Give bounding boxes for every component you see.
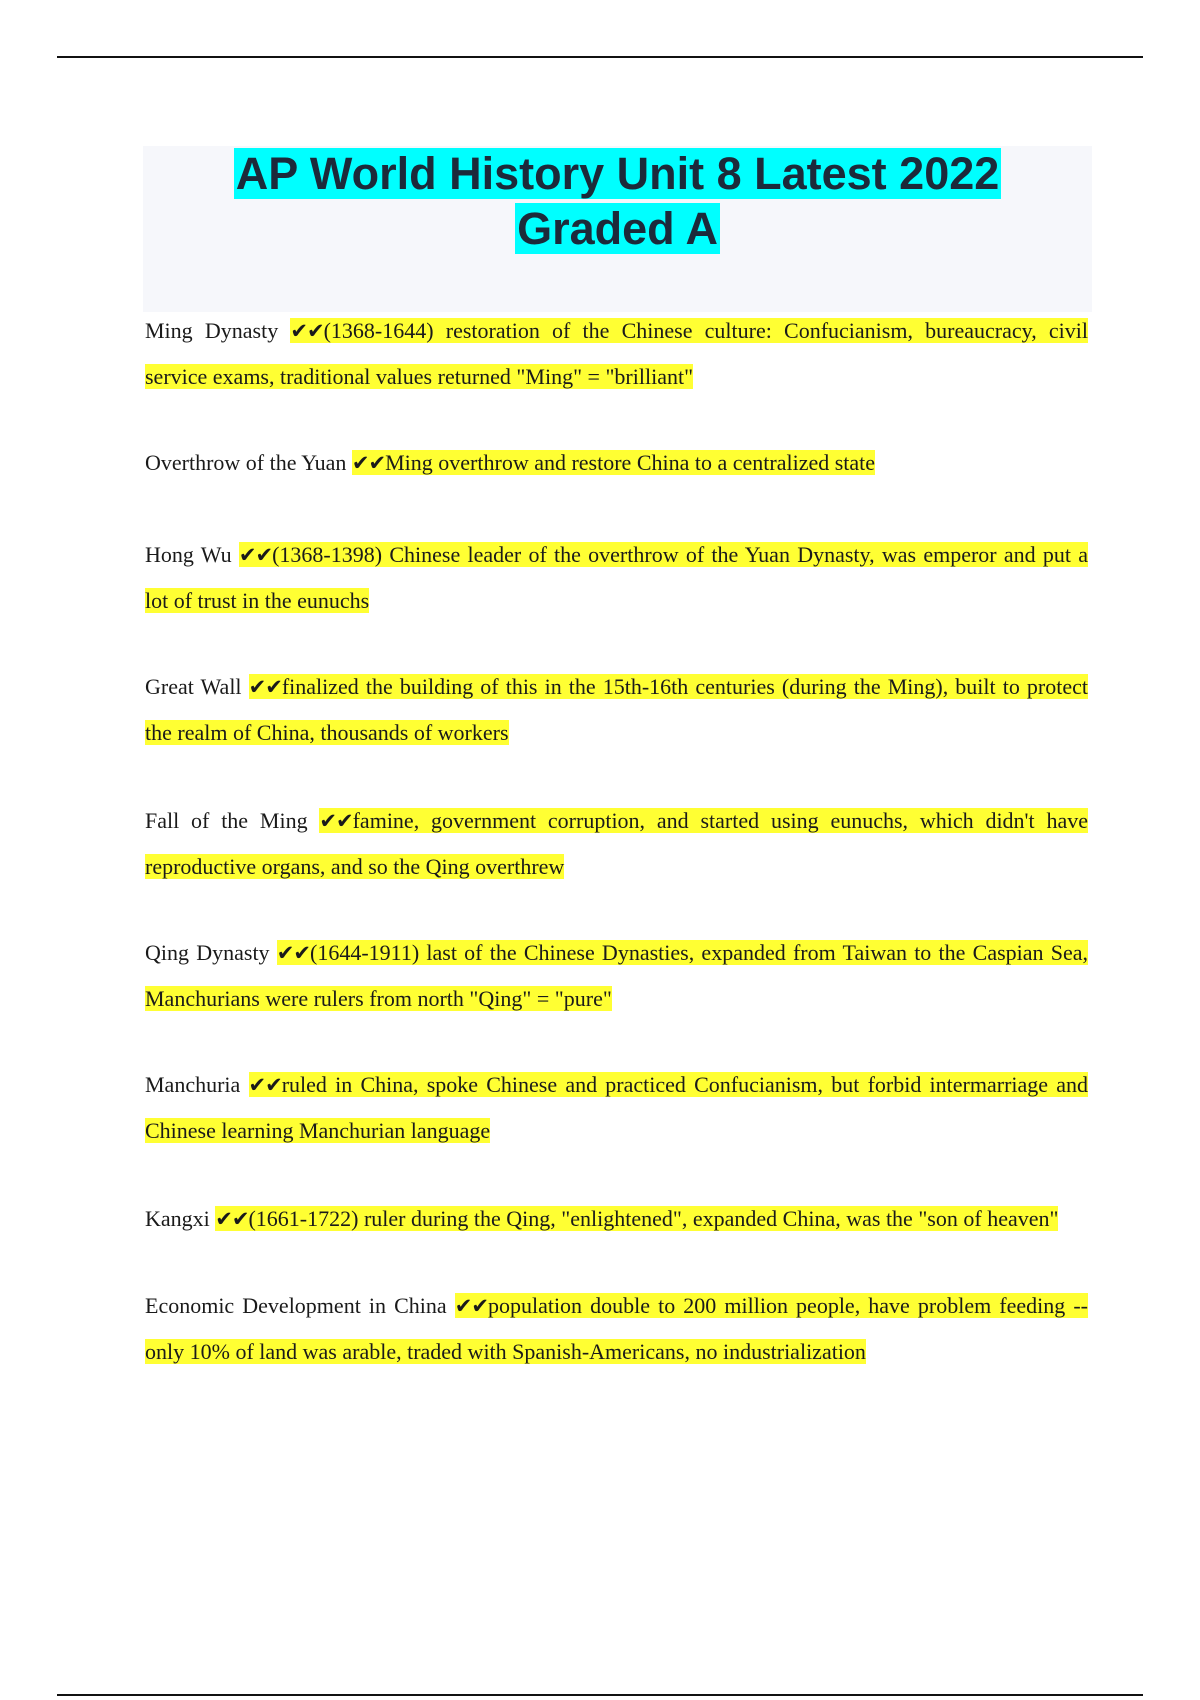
bottom-rule	[57, 1694, 1143, 1696]
top-rule	[57, 56, 1143, 58]
term: Manchuria	[145, 1072, 241, 1097]
term: Overthrow of the Yuan	[145, 450, 347, 475]
check-icon: ✔✔	[290, 319, 324, 343]
definition: ✔✔ruled in China, spoke Chinese and practiced Confucianism, but forbid intermarriage and Chinese learning Manchurian language	[145, 1072, 1089, 1143]
definition: ✔✔(1661-1722) ruler during the Qing, "enlightened", expanded China, was the "son of heaven"	[215, 1206, 1059, 1231]
title-line-2: Graded A	[517, 203, 718, 254]
document-title	[143, 146, 1092, 256]
list-item	[145, 798, 1088, 889]
definition: ✔✔population double to 200 million people, have problem feeding -- only 10% of land was arable, traded with Spanish-Americans, no industrialization	[145, 1293, 1089, 1364]
list-item	[145, 440, 1088, 486]
list-item	[145, 1283, 1088, 1374]
check-icon: ✔✔	[248, 675, 282, 699]
term: Qing Dynasty	[145, 940, 270, 965]
list-item	[145, 930, 1088, 1021]
definition: ✔✔(1368-1398) Chinese leader of the overthrow of the Yuan Dynasty, was emperor and put a lot of trust in the eunuchs	[145, 542, 1089, 613]
term: Great Wall	[145, 674, 242, 699]
term: Hong Wu	[145, 542, 232, 567]
term: Ming Dynasty	[145, 318, 279, 343]
definition: ✔✔finalized the building of this in the 15th-16th centuries (during the Ming), built to protect the realm of China, thousands of workers	[145, 674, 1089, 745]
definition: ✔✔Ming overthrow and restore China to a centralized state	[351, 450, 876, 475]
title-block	[143, 146, 1092, 312]
definition: ✔✔(1644-1911) last of the Chinese Dynasties, expanded from Taiwan to the Caspian Sea, Manchurians were rulers from north "Qing" = "pure"	[145, 940, 1089, 1011]
check-icon: ✔✔	[276, 941, 310, 965]
check-icon: ✔✔	[238, 543, 273, 567]
check-icon: ✔✔	[248, 1073, 282, 1097]
list-item	[145, 664, 1088, 755]
definition: ✔✔(1368-1644) restoration of the Chinese culture: Confucianism, bureaucracy, civil service exams, traditional values returned "Ming" = "brilliant"	[145, 318, 1088, 389]
title-line-1: AP World History Unit 8 Latest 2022	[235, 148, 1000, 199]
term: Fall of the Ming	[145, 808, 308, 833]
check-icon: ✔✔	[215, 1207, 249, 1231]
flashcard-list	[145, 308, 1088, 1374]
term: Kangxi	[145, 1206, 210, 1231]
definition: ✔✔famine, government corruption, and started using eunuchs, which didn't have reproductive organs, and so the Qing overthrew	[145, 808, 1088, 879]
list-item	[145, 1196, 1088, 1242]
term: Economic Development in China	[145, 1293, 447, 1318]
check-icon: ✔✔	[319, 809, 353, 833]
list-item	[145, 532, 1088, 623]
check-icon: ✔✔	[351, 451, 386, 475]
list-item	[145, 1062, 1088, 1153]
check-icon: ✔✔	[454, 1294, 488, 1318]
list-item	[145, 308, 1088, 399]
